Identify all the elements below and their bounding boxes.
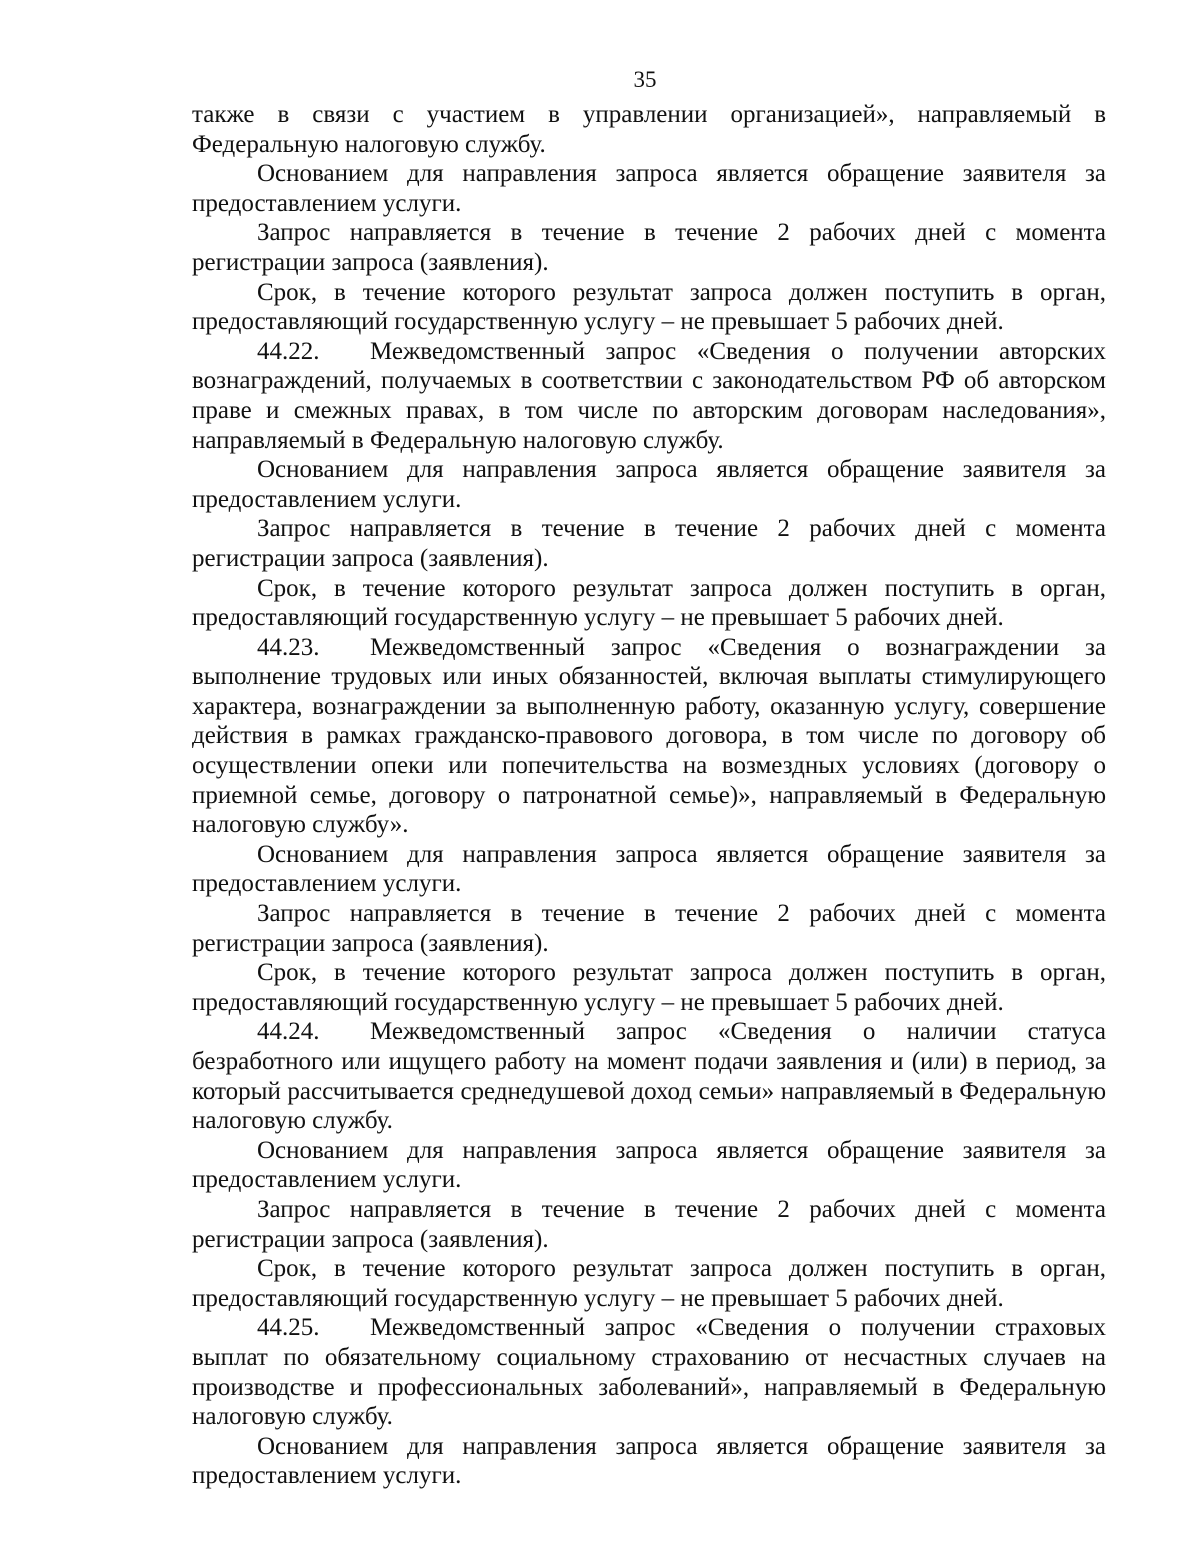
paragraph-text: Основанием для направления запроса является обращение заявителя за предоставлением услуги.: [192, 840, 1106, 898]
document-body: [192, 100, 1106, 1491]
paragraph-text: Межведомственный запрос «Сведения о наличии статуса безработного или ищущего работу на момент подачи заявления и (или) в период, за который рассчитывается среднедушевой доход семьи» направляемый в Федеральную налоговую службу.: [192, 1018, 1106, 1135]
paragraph: [192, 218, 1106, 277]
paragraph: [192, 1136, 1106, 1195]
paragraph-text: Межведомственный запрос «Сведения о получении страховых выплат по обязательному социальному страхованию от несчастных случаев на производстве и профессиональных заболеваний», направляемый в Федеральную налоговую службу.: [192, 1314, 1106, 1431]
item-number: 44.22.: [257, 337, 320, 365]
paragraph-text: Запрос направляется в течение в течение 2 рабочих дней с момента регистрации запроса (заявления).: [192, 219, 1106, 276]
numbered-paragraph: [192, 1017, 1106, 1135]
paragraph-text: Основанием для направления запроса является обращение заявителя за предоставлением услуги.: [192, 1432, 1106, 1490]
paragraph-text: Основанием для направления запроса является обращение заявителя за предоставлением услуги.: [192, 1136, 1106, 1194]
paragraph: [192, 455, 1106, 514]
paragraph: [192, 100, 1106, 159]
page-number: 35: [633, 67, 657, 92]
paragraph: [192, 278, 1106, 337]
paragraph: [192, 1432, 1106, 1491]
paragraph-text: Межведомственный запрос «Сведения о вознаграждении за выполнение трудовых или иных обязанностей, включая выплаты стимулирующего характера, вознаграждении за выполненную работу, оказанную услугу, совершение действия в рамках гражданско-правового договора, в том числе по договору об осуществлении опеки или попечительства на возмездных условиях (договору о приемной семье, договору о патронатной семье)», направляемый в Федеральную налоговую службу».: [192, 633, 1106, 839]
paragraph-text: Основанием для направления запроса является обращение заявителя за предоставлением услуги.: [192, 160, 1106, 217]
paragraph-text: Запрос направляется в течение в течение 2 рабочих дней с момента регистрации запроса (заявления).: [192, 1195, 1106, 1253]
numbered-paragraph: [192, 337, 1106, 455]
paragraph-text: Срок, в течение которого результат запроса должен поступить в орган, предоставляющий государственную услугу – не превышает 5 рабочих дней.: [192, 278, 1106, 336]
paragraph: [192, 1254, 1106, 1313]
paragraph-text: также в связи с участием в управлении организацией», направляемый в Федеральную налоговую службу.: [192, 101, 1106, 158]
paragraph-text: Запрос направляется в течение в течение 2 рабочих дней с момента регистрации запроса (заявления).: [192, 900, 1106, 957]
numbered-paragraph: [192, 1313, 1106, 1431]
paragraph: [192, 159, 1106, 218]
paragraph: [192, 1195, 1106, 1254]
paragraph: [192, 899, 1106, 958]
paragraph-text: Основанием для направления запроса является обращение заявителя за предоставлением услуги.: [192, 456, 1106, 513]
paragraph-text: Срок, в течение которого результат запроса должен поступить в орган, предоставляющий государственную услугу – не превышает 5 рабочих дней.: [192, 959, 1106, 1016]
item-number: 44.25.: [257, 1314, 320, 1342]
numbered-paragraph: [192, 633, 1106, 840]
paragraph-text: Межведомственный запрос «Сведения о получении авторских вознаграждений, получаемых в соответствии с законодательством РФ об авторском праве и смежных правах, в том числе по авторским договорам наследования», направляемый в Федеральную налоговую службу.: [192, 337, 1106, 454]
paragraph: [192, 574, 1106, 633]
item-number: 44.23.: [257, 633, 320, 661]
paragraph: [192, 958, 1106, 1017]
paragraph: [192, 514, 1106, 573]
paragraph: [192, 840, 1106, 899]
paragraph-text: Срок, в течение которого результат запроса должен поступить в орган, предоставляющий государственную услугу – не превышает 5 рабочих дней.: [192, 574, 1106, 632]
paragraph-text: Срок, в течение которого результат запроса должен поступить в орган, предоставляющий государственную услугу – не превышает 5 рабочих дней.: [192, 1255, 1106, 1312]
paragraph-text: Запрос направляется в течение в течение 2 рабочих дней с момента регистрации запроса (заявления).: [192, 515, 1106, 572]
item-number: 44.24.: [257, 1018, 320, 1046]
